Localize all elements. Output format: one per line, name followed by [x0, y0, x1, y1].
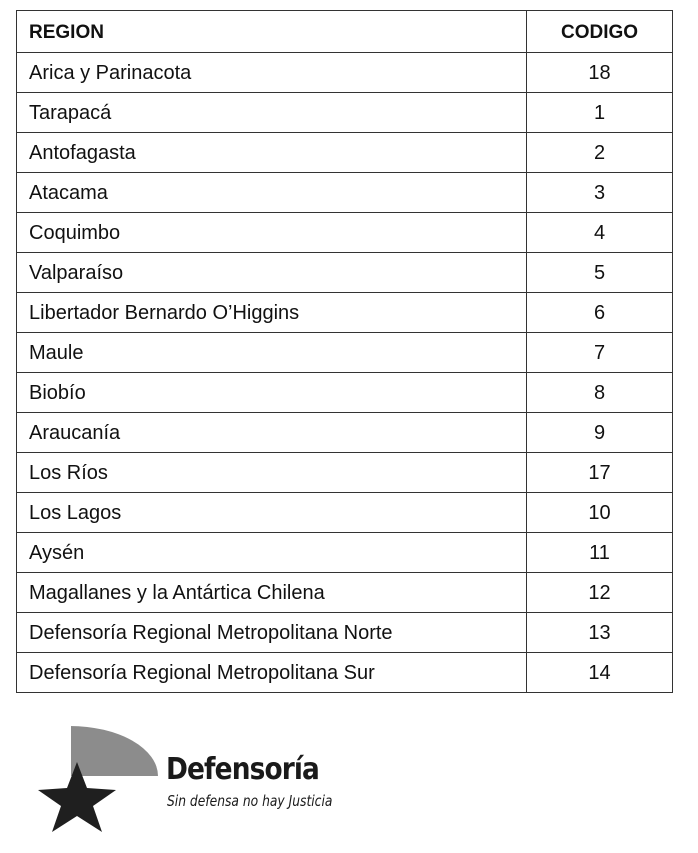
region-cell: Arica y Parinacota — [17, 53, 527, 93]
table-row — [17, 533, 673, 573]
region-cell: Magallanes y la Antártica Chilena — [17, 573, 527, 613]
table-row — [17, 573, 673, 613]
table-row — [17, 173, 673, 213]
column-header-code: CODIGO — [527, 11, 673, 53]
table-row — [17, 213, 673, 253]
quarter-circle-shape — [70, 726, 158, 776]
region-cell: Libertador Bernardo O’Higgins — [17, 293, 527, 333]
region-cell: Aysén — [17, 533, 527, 573]
code-cell: 17 — [527, 453, 673, 493]
table-row — [17, 493, 673, 533]
table-row — [17, 333, 673, 373]
table-row — [17, 53, 673, 93]
region-cell: Biobío — [17, 373, 527, 413]
code-cell: 10 — [527, 493, 673, 533]
region-cell: Tarapacá — [17, 93, 527, 133]
region-cell: Antofagasta — [17, 133, 527, 173]
code-cell: 11 — [527, 533, 673, 573]
defensoria-logo — [30, 722, 360, 834]
logo-title: Defensoría — [166, 752, 319, 787]
table-row — [17, 653, 673, 693]
table-row — [17, 293, 673, 333]
region-cell: Valparaíso — [17, 253, 527, 293]
code-cell: 13 — [527, 613, 673, 653]
region-cell: Defensoría Regional Metropolitana Norte — [17, 613, 527, 653]
star-with-quarter-circle-icon — [30, 722, 164, 834]
region-cell: Araucanía — [17, 413, 527, 453]
code-cell: 14 — [527, 653, 673, 693]
table-row — [17, 133, 673, 173]
code-cell: 12 — [527, 573, 673, 613]
code-cell: 6 — [527, 293, 673, 333]
code-cell: 8 — [527, 373, 673, 413]
region-cell: Atacama — [17, 173, 527, 213]
code-cell: 5 — [527, 253, 673, 293]
region-cell: Maule — [17, 333, 527, 373]
code-cell: 1 — [527, 93, 673, 133]
table-row — [17, 613, 673, 653]
table-row — [17, 413, 673, 453]
region-cell: Los Ríos — [17, 453, 527, 493]
code-cell: 4 — [527, 213, 673, 253]
region-code-table — [16, 10, 673, 693]
table-row — [17, 93, 673, 133]
code-cell: 3 — [527, 173, 673, 213]
logo-tagline: Sin defensa no hay Justicia — [167, 792, 333, 810]
region-cell: Coquimbo — [17, 213, 527, 253]
table-header-row — [17, 11, 673, 53]
code-cell: 2 — [527, 133, 673, 173]
code-cell: 18 — [527, 53, 673, 93]
code-cell: 9 — [527, 413, 673, 453]
table-row — [17, 453, 673, 493]
table-row — [17, 253, 673, 293]
region-cell: Los Lagos — [17, 493, 527, 533]
table-row — [17, 373, 673, 413]
code-cell: 7 — [527, 333, 673, 373]
region-cell: Defensoría Regional Metropolitana Sur — [17, 653, 527, 693]
column-header-region: REGION — [17, 11, 527, 53]
